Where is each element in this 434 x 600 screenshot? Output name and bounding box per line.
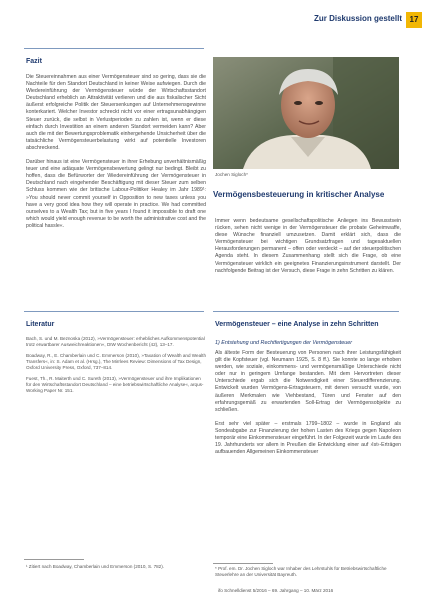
- article-intro: Immer wenn bedeutsame gesellschaftspolitische Anliegen ins Bewusstsein rücken, sehen nicht wenige in der Vermögensteuer die probate Geheimwaffe, diese Wünsche finanziell umzusetzen. Damit erklärt sich, dass die Vermögensteuer bei wichtigen Grundsatzfragen und tagesaktuellen Herausforderungen permanent – offen oder verdeckt – auf der steuerpolitischen Agenda steht. In diesem Zusammenhang stellt sich die Frage, ob eine Vermögensteuer wirklich ein geeignetes Finanzierungsinstrument darstellt. Der nachfolgende Beitrag ist der Versuch, diese Frage in zehn Schritten zu klären.: [215, 218, 401, 274]
- section-heading: Vermögensteuer – eine Analyse in zehn Schritten: [215, 321, 379, 328]
- section-text: [215, 350, 401, 456]
- section-paragraph: Erst sehr viel später – erstmals 1799–1802 – wurde in England als Sondeabgabe zur Finanzierung der hohen Lasten des Kriegs gegen Napoleon temporär eine Einkommensteuer eingeführt. In der Folgezeit wurde im Laufe des 19. Jahrhunderts vor allem in Preußen die Entwicklung einer auf ›Ist‹-Erträgen aufbauenden Allgemeinen Einkommensteuer: [215, 420, 401, 456]
- fazit-text: [26, 74, 206, 230]
- footnote-rule: [24, 559, 84, 560]
- fazit-rule: [24, 48, 204, 49]
- section-paragraph: Als älteste Form der Besteuerung von Personen nach ihrer Leistungsfähigkeit gilt die Kopfsteuer (vgl. Neumann 1925, S. 8 ff.). Sie konnte so lange erhoben werden, wie soziale, einkommens- und vermögensmäßige Unterschiede nicht oder nur in geringem Umfange bestanden. Mit dem Hervortreten dieser Unterschiede ergab sich die Notwendigkeit einer Steuerdifferenzierung. Entwickelt wurden Vermögens-Ertragsteuern, mit denen versucht wurde, von äußeren Merkmalen wie Viehbestand, Türen und Fenster auf den erfahrungsgemäß zu erwartenden Soll-Ertrag der Vermögensobjekte zu schließen.: [215, 350, 401, 413]
- photo-caption: Jochen Sigloch*: [215, 172, 248, 177]
- page-number: 17: [406, 12, 422, 28]
- section-subheading: 1) Entstehung und Rechtfertigungen der Vermögensteuer: [215, 340, 353, 346]
- literatur-list: [26, 336, 206, 399]
- literatur-rule: [24, 311, 204, 312]
- section-rule: [213, 311, 399, 312]
- author-portrait: [213, 57, 399, 169]
- article-title: Vermögensbesteuerung in kritischer Analyse: [213, 190, 385, 199]
- author-note: * Prof. em. Dr. Jochen Sigloch war Inhaber des Lehrstuhls für Betriebswirtschaftliche Steuerlehre an der Universität Bayreuth.: [215, 566, 387, 577]
- author-photo: [213, 57, 399, 169]
- fazit-paragraph: Darüber hinaus ist eine Vermögensteuer in ihrer Erhebung unverhältnismäßig teuer und eine adäquate Vermögensbewertung gelingt nur bedingt. Bleibt zu hoffen, dass die Befürworter der Wiedereinführung der Vermögensteuer in Deutschland nach eingehender Beschäftigung mit dieser Steuer zum selben Schluss kommen wie der britische Labour-Politiker Healey im Jahr 1989¹: »You should never commit yourself in Opposition to new taxes unless you have a very good idea how they will operate in practice. We had committed ourselves to a Wealth Tax; but in five years I found it impossible to draft one which would yield enough revenue to be worth the administrative cost and the political hassle«.: [26, 159, 206, 229]
- reference-item: Bach, S. und M. Beznoska (2012), »Vermögensteuer: erhebliches Aufkommenspotential trotz erwartbarer Ausweichreaktionen«, DIW Wochenbericht (42), 13–17.: [26, 336, 205, 347]
- reference-item: Boadway, R., E. Chamberlain und C. Emmerson (2010), »Taxation of Wealth and Wealth Transfers«, in: S. Adam et al. (Hrsg.), The Mirrlees Review: Dimensions of Tax Design, Oxford University Press, Oxford, 737–814.: [26, 353, 207, 370]
- fazit-heading: Fazit: [26, 58, 42, 65]
- page-footer: ifo Schnelldienst 5/2016 – 69. Jahrgang – 10. März 2016: [218, 588, 334, 593]
- literatur-footnote: ¹ Zitiert nach Boadway, Chamberlain und Emmerson (2010, S. 782).: [26, 564, 165, 569]
- reference-item: Fuest, Th., R. Maiterth und C. Sureth (2013), »Vermögensteuer und ihre Implikationen für den Wirtschaftsstandort Deutschland – eine betriebswirtschaftliche Analyse«, arqus-Working Paper Nr. 151.: [26, 376, 204, 393]
- page-header: [0, 12, 434, 28]
- header-title: Zur Diskussion gestellt: [313, 14, 402, 23]
- fazit-paragraph: Die Steuereinnahmen aus einer Vermögensteuer sind so gering, dass sie die Nachteile für den Standort Deutschland in keiner Weise aufwiegen. Durch die Wiedereinführung der Vermögensteuer würde der Wirtschaftsstandort Deutschland erheblich an Attraktivität verlieren und die aus fiskalischer Sicht äußerst erfolgreiche Politik der Steuersenkungen auf Unternehmensgewinne konterkariert. Welcher Investor schreckt nicht vor einer ertragsunabhängigen Steuer zurück, die selbst in Verlustperioden zu zahlen ist, wenn er diese einfach durch Investition an einem anderen Standort vermeiden kann? Aber auch die mit der Bewertungsproblematik einhergehende Unsicherheit über die tatsächliche Vermögensteuerbelastung wirkt auf potentielle Investoren abschreckend.: [26, 74, 206, 151]
- author-note-rule: [213, 563, 273, 564]
- literatur-heading: Literatur: [26, 321, 55, 328]
